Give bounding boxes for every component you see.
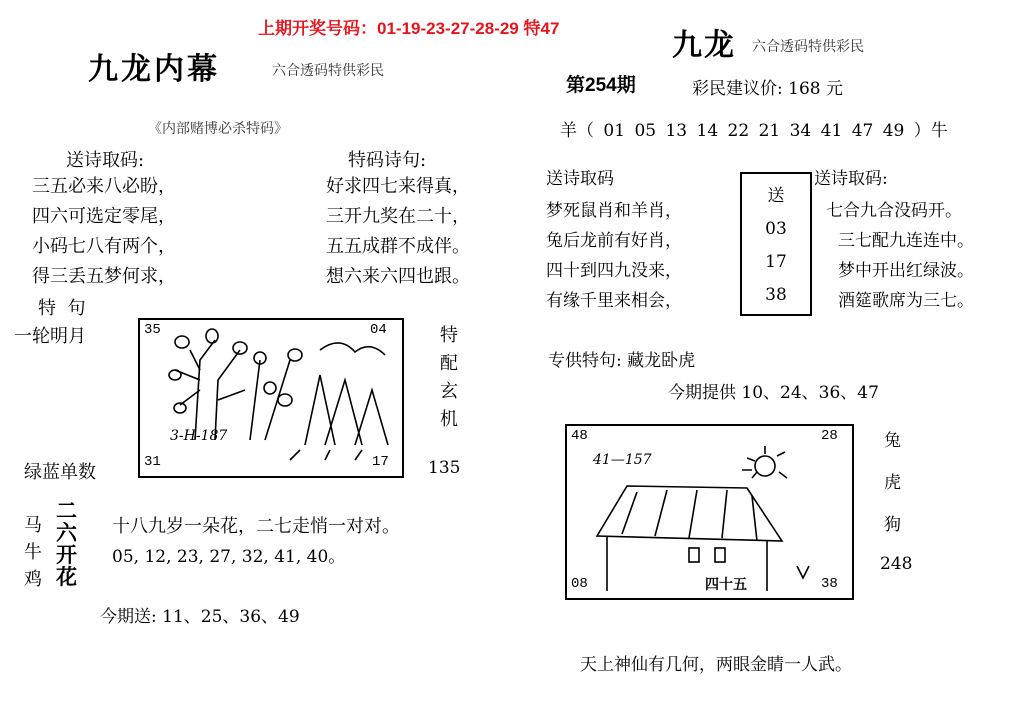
pic-number: 04 xyxy=(370,322,387,338)
left-picture-frame xyxy=(138,318,404,478)
pic-sketch-text: 41—157 xyxy=(593,452,652,468)
leaf xyxy=(288,349,302,361)
animal-number: 248 xyxy=(880,554,913,574)
zodiac-char: 鸡 xyxy=(24,569,42,590)
house-wall xyxy=(607,536,767,591)
plant-stem xyxy=(215,350,240,440)
right-poem2-line: 三七配九连连中。 xyxy=(838,231,974,251)
special-poem-line: 五五成群不成伴。 xyxy=(326,236,470,257)
left-poem-line: 得三丢五梦何求， xyxy=(32,266,176,287)
send-box-item: 送 xyxy=(767,186,785,206)
right-poem2-list xyxy=(826,196,974,316)
left-poem-heading: 送诗取码: xyxy=(66,150,145,171)
right-poem-line: 四十到四九没来， xyxy=(546,261,682,281)
left-sketch-drawing xyxy=(140,320,402,476)
left-note: 《内部赌博必杀特码》 xyxy=(148,121,288,137)
left-poem-list xyxy=(32,172,176,292)
mountain xyxy=(305,375,388,445)
special-poem-line: 好求四七来得真， xyxy=(326,176,470,197)
zodiac-char: 马 xyxy=(24,515,42,536)
issue-number: 第254期 xyxy=(566,75,636,96)
right-poem-line: 梦死鼠肖和羊肖， xyxy=(546,201,682,221)
secret-char: 特 xyxy=(440,325,458,346)
special-poem-line: 三开九奖在二十， xyxy=(326,206,470,227)
today-offer: 今期提供 10、24、36、47 xyxy=(668,383,879,403)
window xyxy=(689,548,699,562)
zodiac-char: 牛 xyxy=(24,542,42,563)
pic-number: 35 xyxy=(144,322,161,338)
send-box-list xyxy=(742,180,810,312)
today-send: 今期送: 11、25、36、49 xyxy=(100,607,300,627)
leaf xyxy=(233,342,247,354)
right-subtitle: 六合透码特供彩民 xyxy=(752,39,864,55)
special-phrase: 一轮明月 xyxy=(14,326,86,347)
right-poem2-line: 七合九合没码开。 xyxy=(826,201,962,221)
footer-line: 天上神仙有几何，两眼金睛一人武。 xyxy=(580,655,852,675)
left-subtitle: 六合透码特供彩民 xyxy=(272,63,384,79)
left-title: 九龙内幕 xyxy=(88,52,220,87)
left-poem-line: 三五必来八必盼， xyxy=(32,176,176,197)
pic-number: 28 xyxy=(821,428,838,444)
last-draw-banner: 上期开奖号码：01-19-23-27-28-29 特47 xyxy=(258,19,560,38)
secret-char: 配 xyxy=(440,353,458,374)
right-special-phrase: 专供特句: 藏龙卧虎 xyxy=(548,351,696,371)
special-label: 特 句 xyxy=(38,298,86,319)
special-poem-list xyxy=(326,172,470,292)
special-poem-line: 想六来六四也跟。 xyxy=(326,266,470,287)
green-blue-value: 135 xyxy=(428,458,461,478)
right-poem-heading: 送诗取码 xyxy=(546,169,614,189)
pic-number: 38 xyxy=(821,576,838,592)
send-box xyxy=(740,172,812,316)
number-row: 羊（ 01 05 13 14 22 21 34 41 47 49 ）牛 xyxy=(560,121,948,141)
bloom-char: 花 xyxy=(56,564,77,589)
right-picture-frame xyxy=(565,424,854,600)
zodiac-column xyxy=(24,512,42,593)
secret-column xyxy=(440,322,458,434)
send-box-item: 17 xyxy=(765,252,787,272)
leaf xyxy=(175,336,189,348)
right-poem-line: 兔后龙前有好肖， xyxy=(546,231,682,251)
leaf xyxy=(169,370,181,380)
left-poem-line: 小码七八有两个， xyxy=(32,236,176,257)
right-poem2-line: 酒筵歌席为三七。 xyxy=(838,291,974,311)
right-poem2-heading: 送诗取码: xyxy=(814,169,888,189)
bloom-char: 二 xyxy=(56,498,77,523)
flower-numbers: 05, 12, 23, 27, 32, 41, 40。 xyxy=(112,547,346,567)
green-blue-label: 绿蓝单数 xyxy=(24,462,96,483)
send-box-item: 38 xyxy=(765,285,787,305)
pic-number: 48 xyxy=(571,428,588,444)
secret-char: 机 xyxy=(440,409,458,430)
cloud xyxy=(320,343,385,355)
grass xyxy=(290,450,362,460)
plant-stem xyxy=(195,340,215,440)
pic-house-text: 四十五 xyxy=(705,577,747,593)
leaf xyxy=(278,394,292,406)
right-poem-line: 有缘千里来相会， xyxy=(546,291,682,311)
right-sketch-drawing xyxy=(567,426,852,598)
flower-line: 十八九岁一朵花，二七走悄一对对。 xyxy=(112,516,400,537)
price: 彩民建议价: 168 元 xyxy=(692,79,843,99)
bloom-char: 六 xyxy=(56,520,77,545)
plant-stem xyxy=(250,360,290,440)
right-poem-list xyxy=(546,196,682,316)
sun xyxy=(755,456,775,476)
special-poem-heading: 特码诗句: xyxy=(348,150,427,171)
pic-number: 31 xyxy=(144,454,161,470)
send-box-item: 03 xyxy=(765,219,787,239)
roof-stroke xyxy=(622,490,757,541)
leaf xyxy=(206,329,218,343)
pic-number: 08 xyxy=(571,576,588,592)
pic-sketch-text: 3-H-187 xyxy=(170,428,228,444)
grass xyxy=(797,566,809,578)
leaf xyxy=(264,382,276,394)
right-title: 九龙 xyxy=(672,28,736,63)
left-poem-line: 四六可选定零尾， xyxy=(32,206,176,227)
animal-char: 虎 xyxy=(884,473,901,493)
sun-ray xyxy=(742,446,787,478)
animal-char: 狗 xyxy=(884,515,901,535)
right-poem2-line: 梦中开出红绿波。 xyxy=(838,261,974,281)
pic-number: 17 xyxy=(372,454,389,470)
animal-column xyxy=(884,420,901,546)
animal-char: 兔 xyxy=(884,431,901,451)
secret-char: 玄 xyxy=(440,381,458,402)
bloom-char: 开 xyxy=(56,542,77,567)
window xyxy=(715,548,725,562)
bloom-column xyxy=(56,500,77,588)
